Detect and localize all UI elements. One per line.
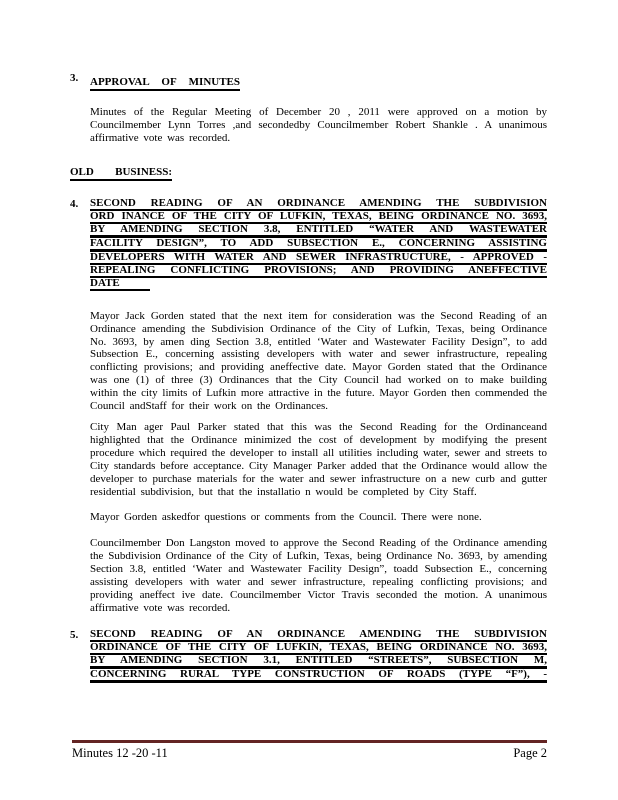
- item-3-number: 3.: [70, 72, 79, 84]
- mayor-statement-paragraph: Mayor Jack Gorden stated that the next item for consideration was the Second Reading of an Ordinance amending the Subdivision Ordinance of the City of Lufkin, Texas, being Ordinance No. 3693, by amen ding Section 3.8, entitled ‘Water and Wastewater Facility Design”, to add Subsection E., concerning assisting developers with water and sewer infrastructure, repealing conflicting provisions; and providing aneffective date. Mayor Gorden stated that the Ordinance was one (1) of three (3) Ordinances that the City Council had worked on to make building within the city limits of Lufkin more attractive in the future. Mayor Gorden then commended the Council andStaff for their work on the Ordinances.: [90, 309, 547, 413]
- item-5-heading: [90, 629, 547, 683]
- page-footer: [72, 740, 547, 761]
- item-4-heading-line: SECOND READING OF AN ORDINANCE AMENDING THE SUBDIVISION: [90, 196, 547, 209]
- agenda-item-4: [70, 198, 547, 291]
- city-manager-paragraph: City Man ager Paul Parker stated that this was the Second Reading for the Ordinanceand highlighted that the Ordinance minimized the cost of development by modifying the present procedure which required the developer to install all utilities including water, sewer and streets to City standards before acceptance. City Manager Parker added that the Ordinance would allow the developer to purchase materials for the water and sewer infrastructure on a new curb and gutter residential subdivision, but that the installatio n would be completed by City Staff.: [90, 420, 547, 498]
- footer-document-title: Minutes 12 -20 -11: [72, 746, 168, 760]
- item-5-number: 5.: [70, 628, 79, 641]
- old-business-heading: OLD BUSINESS:: [70, 167, 172, 181]
- item-5-heading-line: SECOND READING OF AN ORDINANCE AMENDING THE SUBDIVISION: [90, 627, 547, 640]
- approval-of-minutes-heading: APPROVAL OF MINUTES: [90, 77, 240, 91]
- questions-paragraph: Mayor Gorden askedfor questions or comments from the Council. There were none.: [90, 511, 482, 524]
- item-4-heading-line: DATE: [90, 278, 547, 291]
- minutes-approval-paragraph: Minutes of the Regular Meeting of December 20 , 2011 were approved on a motion by Councilmember Lynn Torres ,and secondedby Councilmember Robert Shankle . A unanimous affirmative vote was recorded.: [90, 106, 547, 144]
- item-4-heading-line: REPEALING CONFLICTING PROVISIONS; AND PROVIDING ANEFFECTIVE: [90, 263, 547, 276]
- agenda-item-3: [70, 72, 547, 91]
- item-4-number: 4.: [70, 197, 79, 210]
- item-5-heading-line: CONCERNING RURAL TYPE CONSTRUCTION OF ROADS (TYPE “F”), -: [90, 669, 547, 683]
- item-5-heading-line: BY AMENDING SECTION 3.1, ENTITLED “STREETS”, SUBSECTION M,: [90, 655, 547, 669]
- item-4-heading-line: BY AMENDING SECTION 3.8, ENTITLED “WATER AND WASTEWATER: [90, 224, 547, 238]
- item-4-heading-line: ORD INANCE OF THE CITY OF LUFKIN, TEXAS, BEING ORDINANCE NO. 3693,: [90, 209, 547, 222]
- footer-page-number: Page 2: [513, 746, 547, 760]
- item-4-heading-line: FACILITY DESIGN”, TO ADD SUBSECTION E., CONCERNING ASSISTING: [90, 238, 547, 252]
- item-4-heading: [90, 198, 547, 291]
- item-4-heading-line: DEVELOPERS WITH WATER AND SEWER INFRASTRUCTURE, - APPROVED -: [90, 250, 547, 263]
- motion-paragraph: Councilmember Don Langston moved to approve the Second Reading of the Ordinance amending the Subdivision Ordinance of the City of Lufkin, Texas, being Ordinance No. 3693, by amending Section 3.8, entitled ‘Water and Wastewater Facility Design”, toadd Subsection E., concerning assisting developers with water and sewer infrastructure, repealing conflicting provisions; and providing aneffect ive date. Councilmember Victor Travis seconded the motion. A unanimous affirmative vote was recorded.: [90, 537, 547, 614]
- agenda-item-5: [70, 629, 547, 683]
- item-5-heading-line: ORDINANCE OF THE CITY OF LUFKIN, TEXAS, BEING ORDINANCE NO. 3693,: [90, 640, 547, 653]
